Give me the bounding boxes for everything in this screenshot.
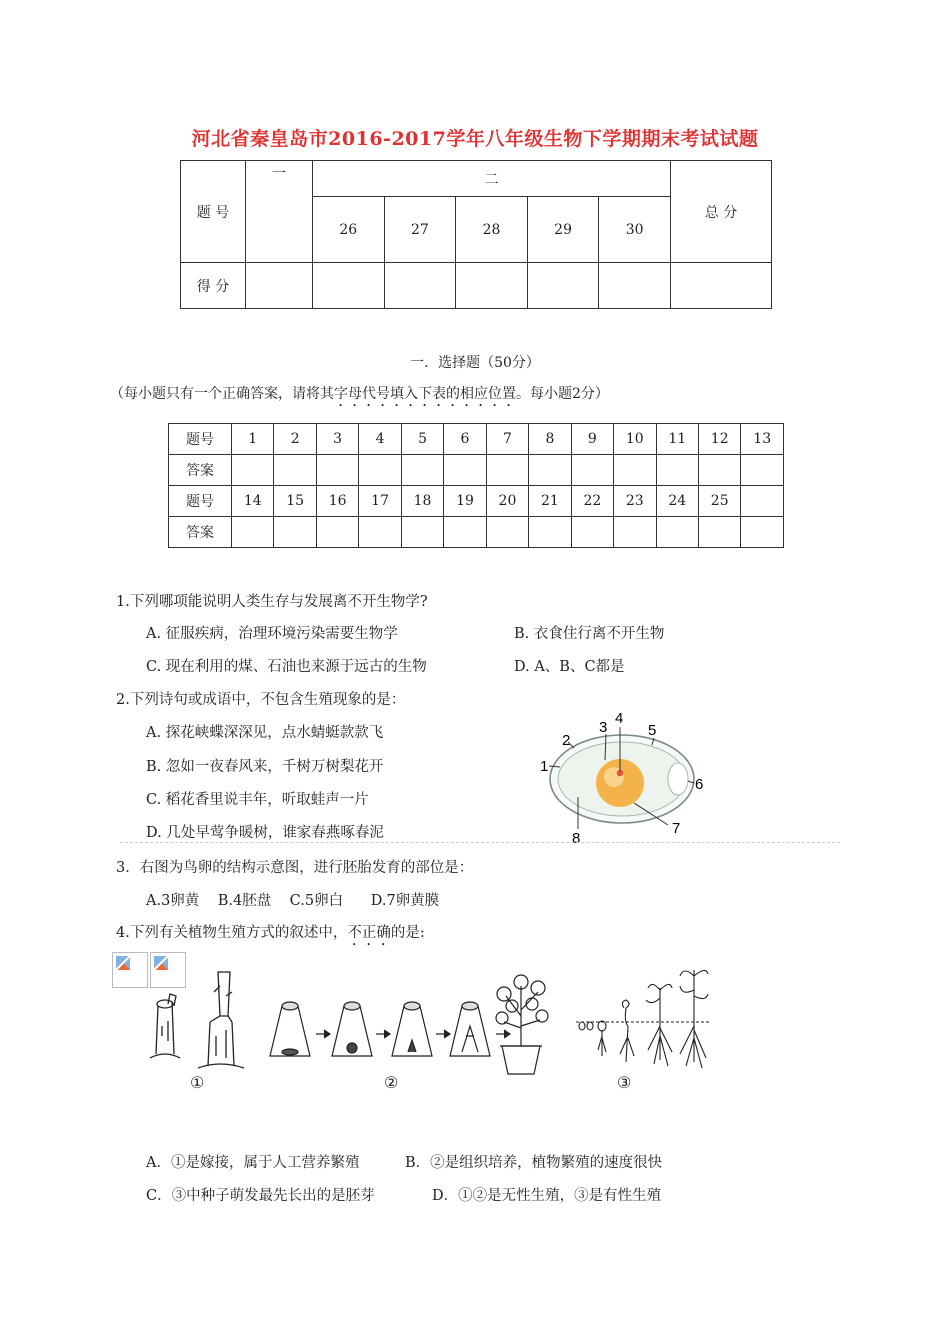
- score-cell[interactable]: [246, 263, 313, 309]
- page-title: 河北省秦皇岛市2016-2017学年八年级生物下学期期末考试试题: [191, 128, 759, 150]
- answer-table-question-number: 14: [232, 486, 274, 517]
- question-4-option-a: A．①是嫁接，属于人工营养繁殖: [146, 1155, 360, 1171]
- question-1-option-d: D. A、B、C都是: [514, 659, 625, 675]
- air-cell: [668, 763, 688, 795]
- figure-label-3: ③: [617, 1073, 632, 1092]
- answer-table-answer-cell[interactable]: [698, 517, 740, 548]
- question-2-option-a: A. 探花峡蝶深深见，点水蜻蜓款款飞: [146, 725, 384, 741]
- seed-germination-illustration: [574, 966, 714, 1070]
- answer-table-answer-cell[interactable]: [401, 455, 443, 486]
- answer-table-number-label: 题号: [169, 424, 232, 455]
- answer-table-question-number: 5: [401, 424, 443, 455]
- answer-table-question-number: 1: [232, 424, 274, 455]
- question-2-option-c: C. 稻花香里说丰年，听取蛙声一片: [146, 792, 369, 808]
- answer-table-question-number: 10: [614, 424, 656, 455]
- answer-table-answer-cell[interactable]: [316, 517, 358, 548]
- answer-table-answer-cell[interactable]: [529, 517, 571, 548]
- section-note: [110, 383, 609, 410]
- score-part-two: 二: [313, 161, 671, 197]
- answer-table-number-label: 题号: [169, 486, 232, 517]
- answer-table-answer-cell[interactable]: [698, 455, 740, 486]
- answer-table-answer-row: [169, 517, 784, 548]
- score-sub-number: 29: [527, 197, 599, 263]
- answer-table-question-number: 8: [529, 424, 571, 455]
- answer-table-answer-cell[interactable]: [571, 517, 613, 548]
- answer-table-answer-cell[interactable]: [656, 517, 698, 548]
- answer-table-question-number: 9: [571, 424, 613, 455]
- answer-table-answer-cell[interactable]: [614, 455, 656, 486]
- answer-table-answer-cell[interactable]: [741, 517, 784, 548]
- answer-table-question-number: 2: [274, 424, 316, 455]
- answer-table-question-number: 6: [444, 424, 486, 455]
- question-4-stem-text: 的是:: [390, 925, 425, 941]
- answer-table-answer-cell[interactable]: [232, 517, 274, 548]
- answer-table-answer-row: [169, 455, 784, 486]
- divider: [120, 842, 840, 843]
- egg-label: 6: [695, 776, 704, 793]
- egg-label: 8: [572, 830, 581, 847]
- answer-table-answer-cell[interactable]: [571, 455, 613, 486]
- score-sub-number: 27: [384, 197, 456, 263]
- answer-table-question-number: 22: [571, 486, 613, 517]
- score-cell[interactable]: [384, 263, 456, 309]
- answer-table-question-number: 16: [316, 486, 358, 517]
- score-sub-number: 28: [456, 197, 528, 263]
- score-cell[interactable]: [671, 263, 772, 309]
- answer-table-answer-cell[interactable]: [359, 455, 401, 486]
- answer-table-question-number: 7: [486, 424, 528, 455]
- answer-table-answer-label: 答案: [169, 517, 232, 548]
- score-cell[interactable]: [527, 263, 599, 309]
- score-table: [180, 160, 772, 309]
- answer-table-question-number: 21: [529, 486, 571, 517]
- section-note-emphasis: 字母代号填入下表的相应位置: [334, 386, 516, 402]
- question-4-option-c: C．③中种子萌发最先长出的是胚芽: [146, 1188, 375, 1204]
- score-sub-number: 30: [599, 197, 671, 263]
- question-3-stem: 3．右图为鸟卵的结构示意图，进行胚胎发育的部位是：: [116, 860, 474, 876]
- question-2-option-b: B. 忽如一夜春风来，千树万树梨花开: [146, 759, 384, 775]
- question-1-stem: 1.下列哪项能说明人类生存与发展离不开生物学?: [116, 594, 428, 610]
- question-3-options: A.3卵黄 B.4胚盘 C.5卵白 D.7卵黄膜: [146, 893, 440, 909]
- answer-table-question-number: 20: [486, 486, 528, 517]
- answer-table-question-number: 18: [401, 486, 443, 517]
- answer-table-answer-cell[interactable]: [486, 517, 528, 548]
- answer-table-answer-cell[interactable]: [444, 455, 486, 486]
- answer-table-answer-cell[interactable]: [274, 517, 316, 548]
- answer-table-question-number: 11: [656, 424, 698, 455]
- egg-label: 7: [672, 820, 681, 837]
- section-note-text: （每小题只有一个正确答案，请将其: [110, 386, 334, 402]
- egg-label: 5: [648, 722, 657, 739]
- question-4-stem-text: 4.下列有关植物生殖方式的叙述中，: [116, 925, 348, 941]
- answer-table-question-number: [741, 486, 784, 517]
- question-4-option-b: B．②是组织培养，植物繁殖的速度很快: [405, 1155, 663, 1171]
- question-2-option-d: D. 几处早莺争暖树，谁家春燕啄春泥: [146, 825, 384, 841]
- score-row-label-score: 得 分: [181, 263, 246, 309]
- score-cell[interactable]: [313, 263, 385, 309]
- answer-table-question-number: 19: [444, 486, 486, 517]
- potted-plant-illustration: [490, 966, 552, 1078]
- question-1-option-c: C. 现在利用的煤、石油也来源于远古的生物: [146, 659, 427, 675]
- answer-table-question-number: 17: [359, 486, 401, 517]
- answer-table-answer-cell[interactable]: [232, 455, 274, 486]
- figure-label-1: ①: [190, 1073, 205, 1092]
- question-1-option-b: B. 衣食住行离不开生物: [514, 626, 665, 642]
- answer-table-question-number: 12: [698, 424, 740, 455]
- answer-table-answer-cell[interactable]: [486, 455, 528, 486]
- question-1-option-a: A. 征服疾病，治理环境污染需要生物学: [146, 626, 398, 642]
- score-sub-number: 26: [313, 197, 385, 263]
- answer-table-answer-cell[interactable]: [401, 517, 443, 548]
- question-4-stem-emphasis: 不正确: [347, 925, 391, 941]
- answer-table-answer-cell[interactable]: [444, 517, 486, 548]
- score-part-one: 一: [246, 161, 313, 263]
- score-row-label-number: 题 号: [181, 161, 246, 263]
- egg-label: 2: [562, 732, 571, 749]
- answer-table-answer-cell[interactable]: [359, 517, 401, 548]
- answer-table-answer-cell[interactable]: [529, 455, 571, 486]
- answer-table-answer-cell[interactable]: [274, 455, 316, 486]
- answer-table-question-number: 3: [316, 424, 358, 455]
- answer-table-answer-cell[interactable]: [316, 455, 358, 486]
- answer-table-question-number: 23: [614, 486, 656, 517]
- figure-label-2: ②: [384, 1073, 399, 1092]
- score-total-label: 总 分: [671, 161, 772, 263]
- section-title: 一．选择题（50分）: [410, 355, 540, 371]
- score-cell[interactable]: [456, 263, 528, 309]
- answer-table-number-row: [169, 424, 784, 455]
- grafting-illustration: [140, 966, 252, 1072]
- answer-table-answer-cell[interactable]: [656, 455, 698, 486]
- answer-table-question-number: 15: [274, 486, 316, 517]
- question-2-stem: 2.下列诗句或成语中，不包含生殖现象的是：: [116, 692, 406, 708]
- egg-label: 3: [599, 719, 608, 736]
- answer-table-answer-label: 答案: [169, 455, 232, 486]
- answer-table-answer-cell[interactable]: [741, 455, 784, 486]
- answer-table-question-number: 25: [698, 486, 740, 517]
- egg-label: 1: [540, 758, 549, 775]
- bird-egg-diagram: [538, 705, 710, 847]
- answer-table-question-number: 4: [359, 424, 401, 455]
- answer-table-number-row: [169, 486, 784, 517]
- question-4-option-d: D．①②是无性生殖，③是有性生殖: [432, 1188, 662, 1204]
- score-cell[interactable]: [599, 263, 671, 309]
- answer-table-question-number: 13: [741, 424, 784, 455]
- answer-table: [168, 423, 784, 548]
- answer-table-answer-cell[interactable]: [614, 517, 656, 548]
- section-note-text: 。每小题2分）: [516, 386, 609, 402]
- answer-table-question-number: 24: [656, 486, 698, 517]
- question-4-stem: [116, 921, 425, 949]
- egg-label: 4: [615, 710, 624, 727]
